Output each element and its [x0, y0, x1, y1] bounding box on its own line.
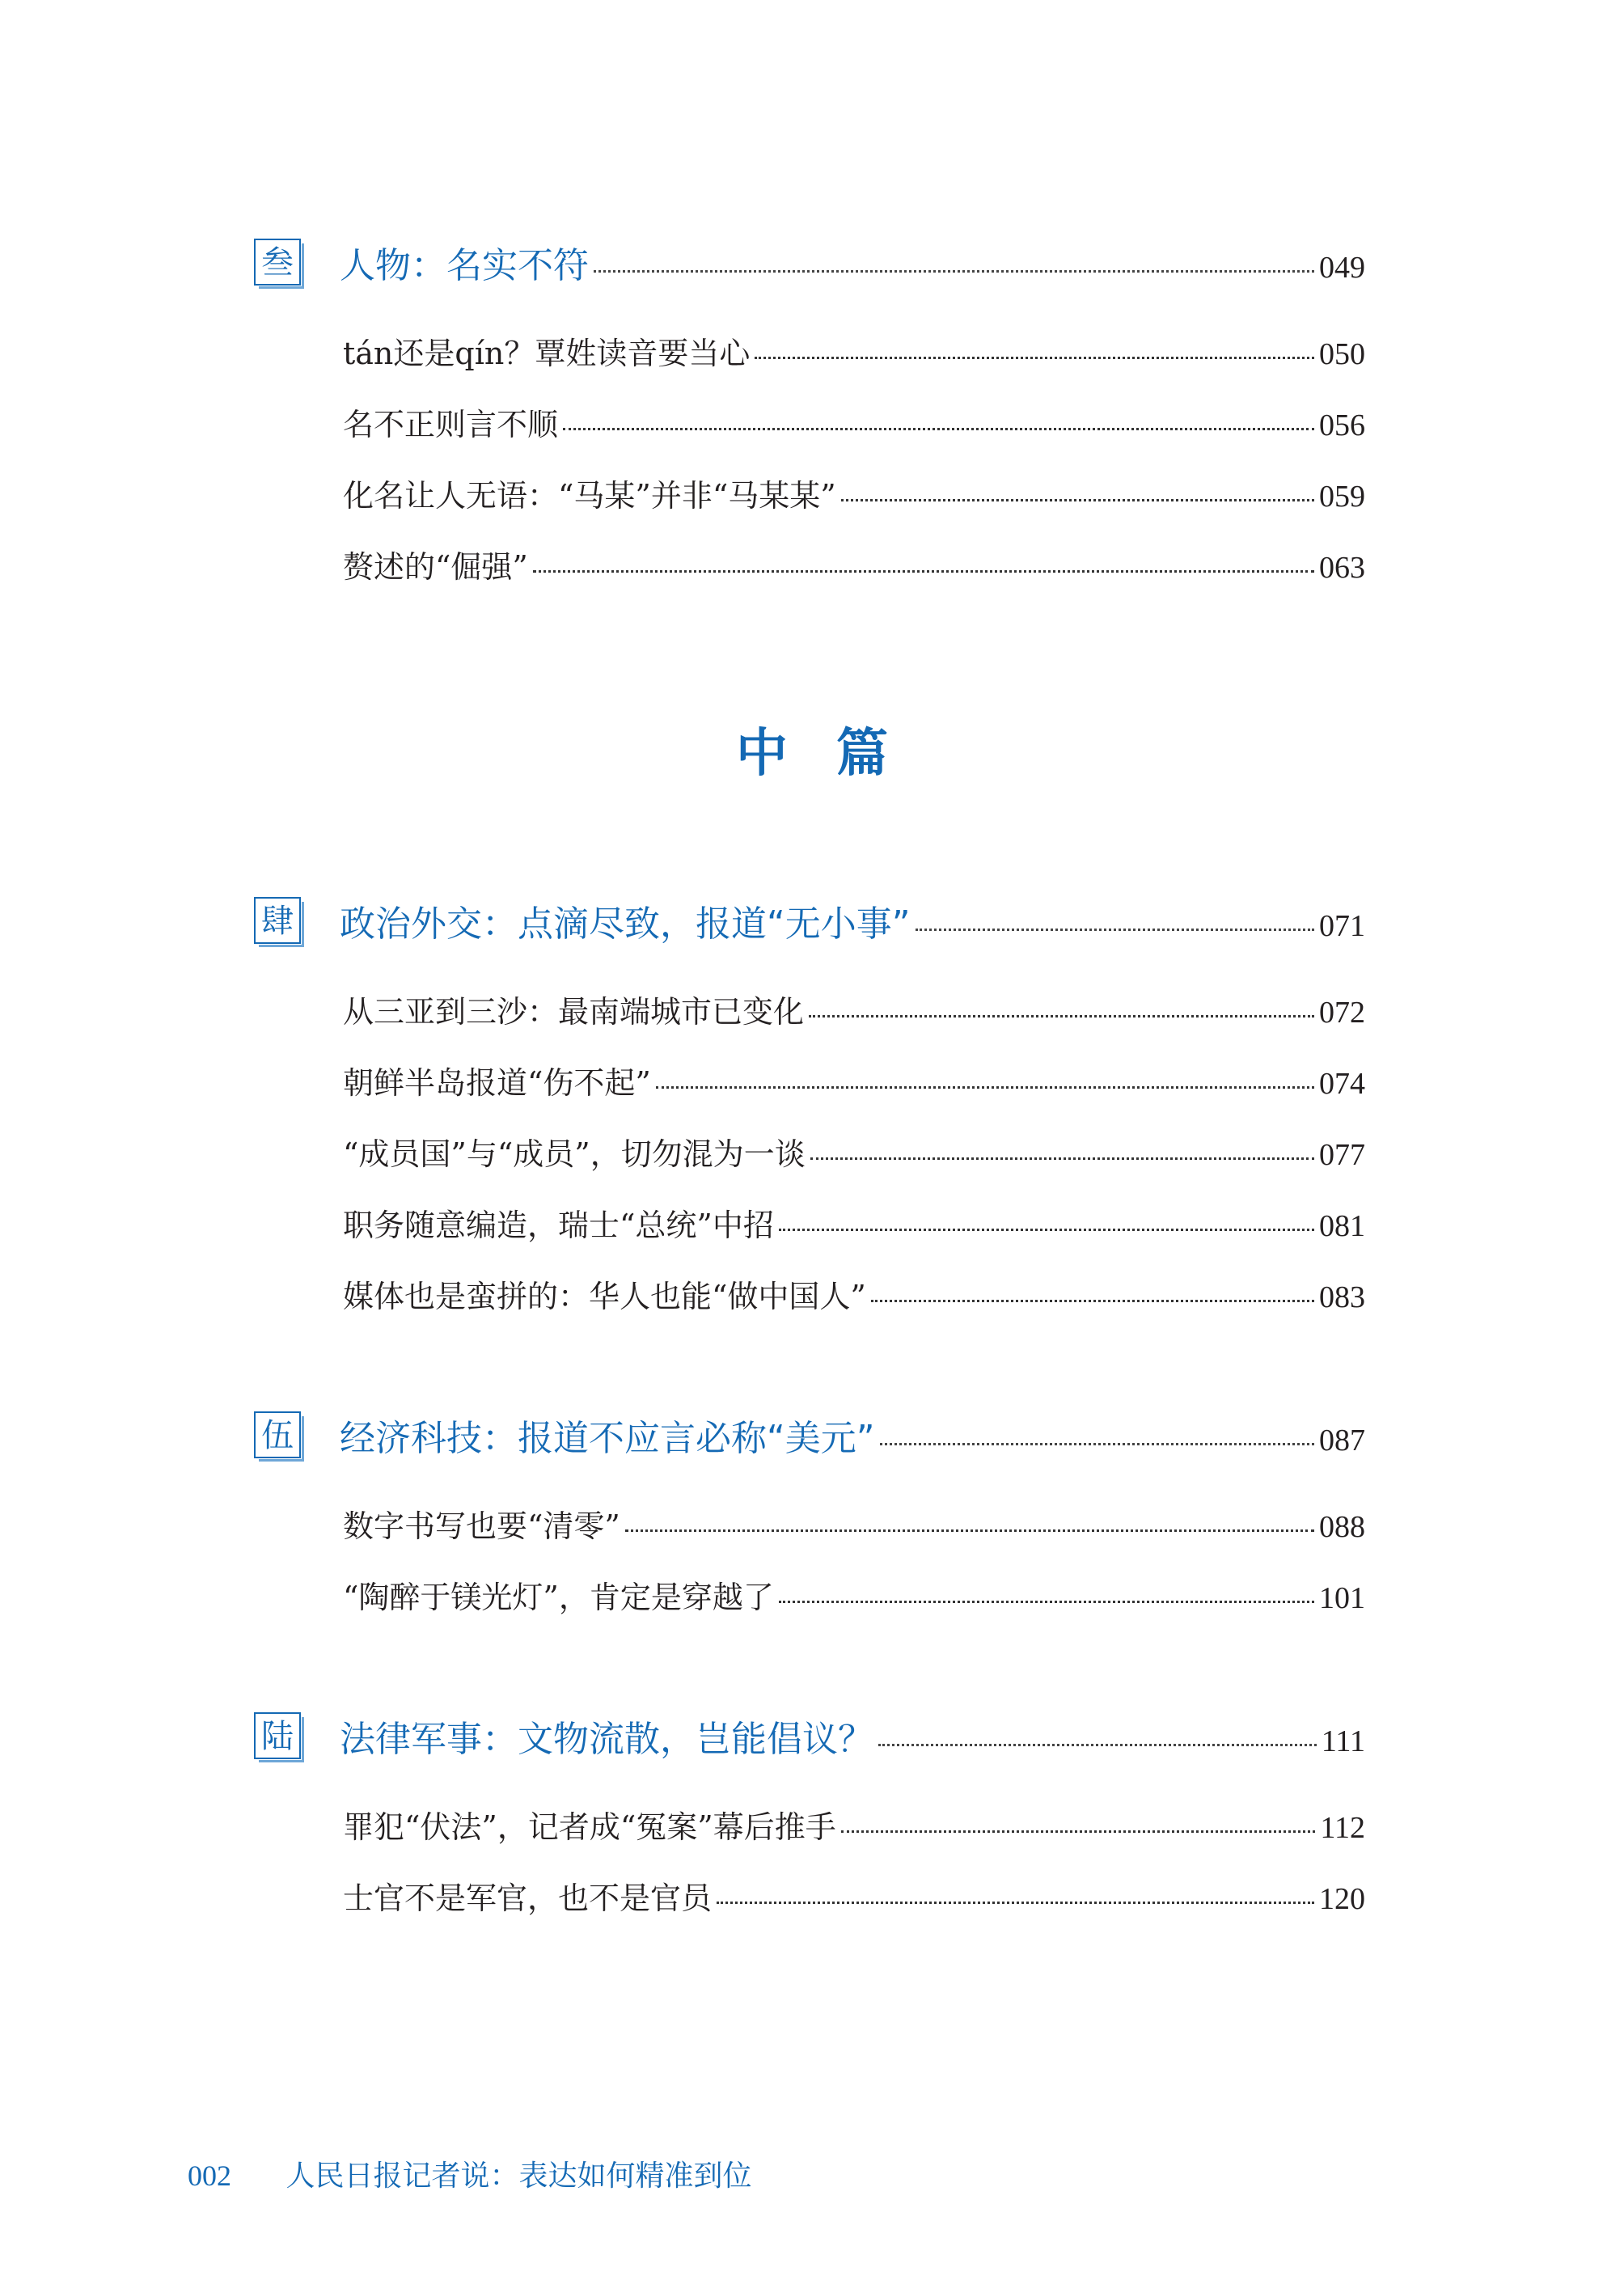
- toc-entry[interactable]: [343, 1873, 1365, 1918]
- dot-leader: [841, 499, 1314, 501]
- page-number: 087: [1319, 1424, 1365, 1457]
- dot-leader: [779, 1229, 1314, 1231]
- page-number: 071: [1319, 909, 1365, 943]
- dot-leader: [594, 270, 1314, 273]
- page-number: 101: [1319, 1581, 1365, 1615]
- page-number: 049: [1319, 251, 1365, 285]
- dot-leader: [810, 1157, 1314, 1160]
- entry-title: 化名让人无语：“马某”并非“马某某”: [343, 478, 836, 514]
- toc-section-6[interactable]: [254, 1710, 1365, 1762]
- dot-leader: [809, 1015, 1314, 1017]
- page-footer: [188, 2153, 751, 2194]
- page-number: 059: [1319, 480, 1365, 514]
- page-number: 120: [1319, 1882, 1365, 1916]
- footer-page-number: 002: [188, 2160, 231, 2192]
- chapter-badge: 叁: [254, 239, 301, 286]
- entry-title: 媒体也是蛮拼的：华人也能“做中国人”: [343, 1279, 866, 1314]
- page-number: 050: [1319, 337, 1365, 371]
- entry-title: “陶醉于镁光灯”，肯定是穿越了: [343, 1580, 774, 1615]
- entry-title: “成员国”与“成员”，切勿混为一谈: [343, 1136, 806, 1172]
- toc-entry[interactable]: [343, 542, 1365, 586]
- dot-leader: [880, 1443, 1314, 1445]
- dot-leader: [779, 1601, 1314, 1603]
- toc-entry[interactable]: [343, 471, 1365, 515]
- page-number: 081: [1319, 1209, 1365, 1243]
- page-number: 083: [1319, 1280, 1365, 1314]
- chapter-badge: 陆: [254, 1712, 301, 1759]
- toc-entry[interactable]: [343, 987, 1365, 1031]
- page-number: 111: [1321, 1724, 1365, 1758]
- toc-entry[interactable]: [343, 1501, 1365, 1546]
- dot-leader: [563, 428, 1314, 430]
- page-number: 074: [1319, 1067, 1365, 1101]
- chapter-badge: 肆: [254, 897, 301, 944]
- footer-book-title: 人民日报记者说：表达如何精准到位: [285, 2160, 752, 2193]
- entry-title: 罪犯“伏法”，记者成“冤案”幕后推手: [343, 1809, 836, 1845]
- toc-entry[interactable]: [343, 1572, 1365, 1617]
- toc-entry[interactable]: [343, 1200, 1365, 1245]
- entry-title: 数字书写也要“清零”: [343, 1508, 620, 1544]
- dot-leader: [533, 570, 1314, 573]
- toc-entry[interactable]: [343, 400, 1365, 444]
- entry-title: 职务随意编造，瑞士“总统”中招: [343, 1208, 774, 1243]
- dot-leader: [878, 1744, 1317, 1746]
- dot-leader: [717, 1902, 1314, 1904]
- dot-leader: [656, 1086, 1314, 1089]
- page-number: 056: [1319, 408, 1365, 442]
- part-title: 中篇: [736, 723, 937, 784]
- page-number: 072: [1319, 996, 1365, 1030]
- entry-title: 士官不是军官，也不是官员: [343, 1881, 713, 1916]
- toc-entry[interactable]: [343, 328, 1365, 373]
- entry-title: 赘述的“倔强”: [343, 549, 528, 585]
- dot-leader: [871, 1300, 1314, 1302]
- toc-section-3[interactable]: [254, 236, 1365, 288]
- chapter-badge: 伍: [254, 1411, 301, 1458]
- entry-title: 朝鲜半岛报道“伤不起”: [343, 1065, 651, 1101]
- toc-section-5[interactable]: [254, 1409, 1365, 1461]
- entry-title: 名不正则言不顺: [343, 407, 559, 442]
- dot-leader: [755, 357, 1314, 359]
- page-number: 088: [1319, 1510, 1365, 1544]
- dot-leader: [916, 929, 1314, 931]
- section-title: 法律军事：文物流散，岂能倡议？: [340, 1719, 873, 1760]
- toc-entry[interactable]: [343, 1129, 1365, 1174]
- page-number: 077: [1319, 1138, 1365, 1172]
- toc-entry[interactable]: [343, 1058, 1365, 1102]
- page-number: 112: [1320, 1811, 1365, 1845]
- dot-leader: [841, 1830, 1316, 1833]
- page-number: 063: [1319, 551, 1365, 585]
- entry-title: tán还是qín？覃姓读音要当心: [343, 336, 751, 371]
- dot-leader: [625, 1529, 1314, 1532]
- section-title: 经济科技：报道不应言必称“美元”: [340, 1418, 875, 1459]
- toc-entry[interactable]: [343, 1802, 1365, 1847]
- section-title: 政治外交：点滴尽致，报道“无小事”: [340, 903, 911, 945]
- entry-title: 从三亚到三沙：最南端城市已变化: [343, 994, 805, 1030]
- toc-section-4[interactable]: [254, 895, 1365, 946]
- section-title: 人物：名实不符: [340, 245, 589, 286]
- toc-entry[interactable]: [343, 1271, 1365, 1316]
